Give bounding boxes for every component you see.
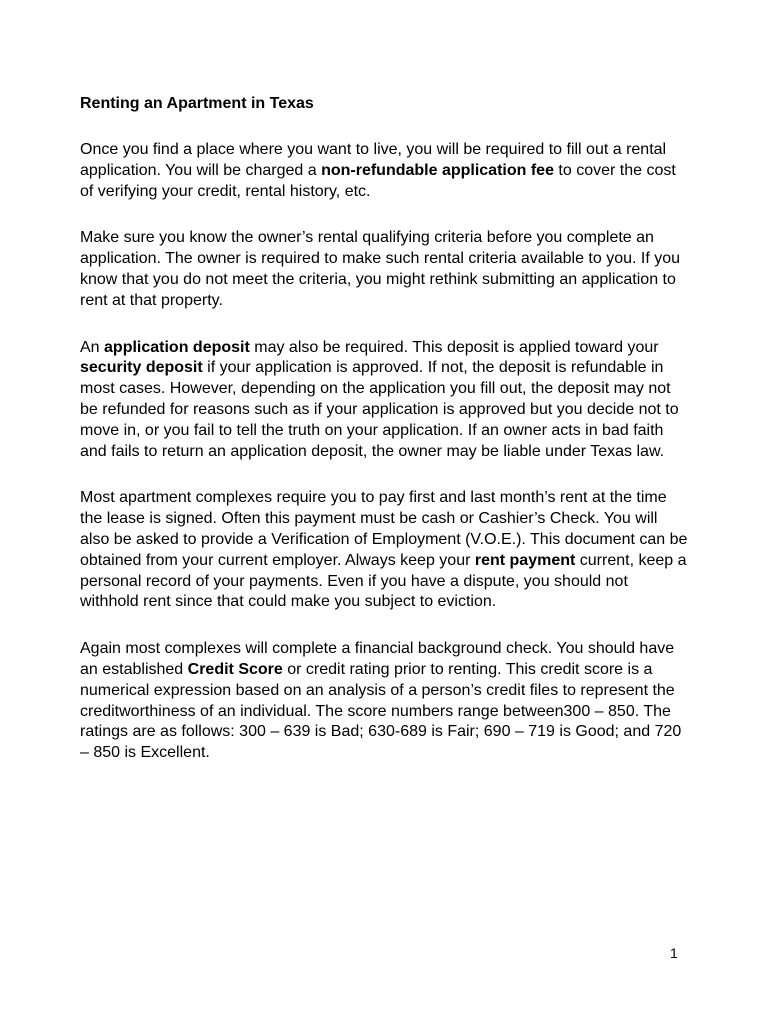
document-body (80, 93, 690, 790)
bold-term: rent payment (474, 551, 576, 569)
text-run: may also be required. This deposit is applied toward your (249, 338, 659, 356)
text-run: Most apartment complexes require you to pay first and last month’s rent at the time the lease is signed. Often this payment must be cash or Cashier’s Check. You will also be asked to provide a Verification of Employment (V.O.E.). This document can be obtained from your current employer. Always keep your (80, 489, 688, 569)
bold-term: application deposit (104, 338, 250, 356)
text-run: to cover the cost of verifying your credit, rental history, etc. (80, 161, 676, 200)
paragraph-credit-score (80, 639, 690, 764)
paragraph-application-deposit (80, 338, 690, 463)
paragraph-application-fee (80, 140, 690, 202)
page-number: 1 (670, 945, 678, 961)
bold-term: security deposit (80, 359, 203, 377)
text-run: Once you find a place where you want to live, you will be required to fill out a rental application. You will be charged a (80, 141, 667, 179)
bold-term: non-refundable application fee (321, 161, 554, 179)
document-title: Renting an Apartment in Texas (80, 95, 314, 112)
paragraph-rental-criteria (80, 228, 690, 311)
text-run: current, keep a personal record of your payments. Even if you have a dispute, you should not withhold rent since that could make you subject to eviction. (80, 551, 687, 611)
text-run: or credit rating prior to renting. This credit score is a numerical expression based on an analysis of a person’s credit files to represent the creditworthiness of an individual. The score numbers range between300 – 850. The ratings are as follows: 300 – 639 is Bad; 630-689 is Fair; 690 – 719 is Good; and 720 – 850 is Excellent. (80, 660, 682, 762)
text-run: Make sure you know the owner’s rental qualifying criteria before you complete an application. The owner is required to make such rental criteria available to you. If you know that you do not meet the criteria, you might rethink submitting an application to rent at that property. (80, 229, 681, 309)
bold-term: Credit Score (187, 660, 283, 678)
text-run: An (80, 338, 105, 356)
paragraph-rent-payment (80, 488, 690, 613)
text-run: Again most complexes will complete a financial background check. You should have an established (80, 640, 675, 678)
text-run: if your application is approved. If not, the deposit is refundable in most cases. However, depending on the application you fill out, the deposit may not be refunded for reasons such as if your application is approved but you decide not to move in, or you fail to tell the truth on your application. If an owner acts in bad faith and fails to return an application deposit, the owner may be liable under Texas law. (80, 359, 679, 460)
